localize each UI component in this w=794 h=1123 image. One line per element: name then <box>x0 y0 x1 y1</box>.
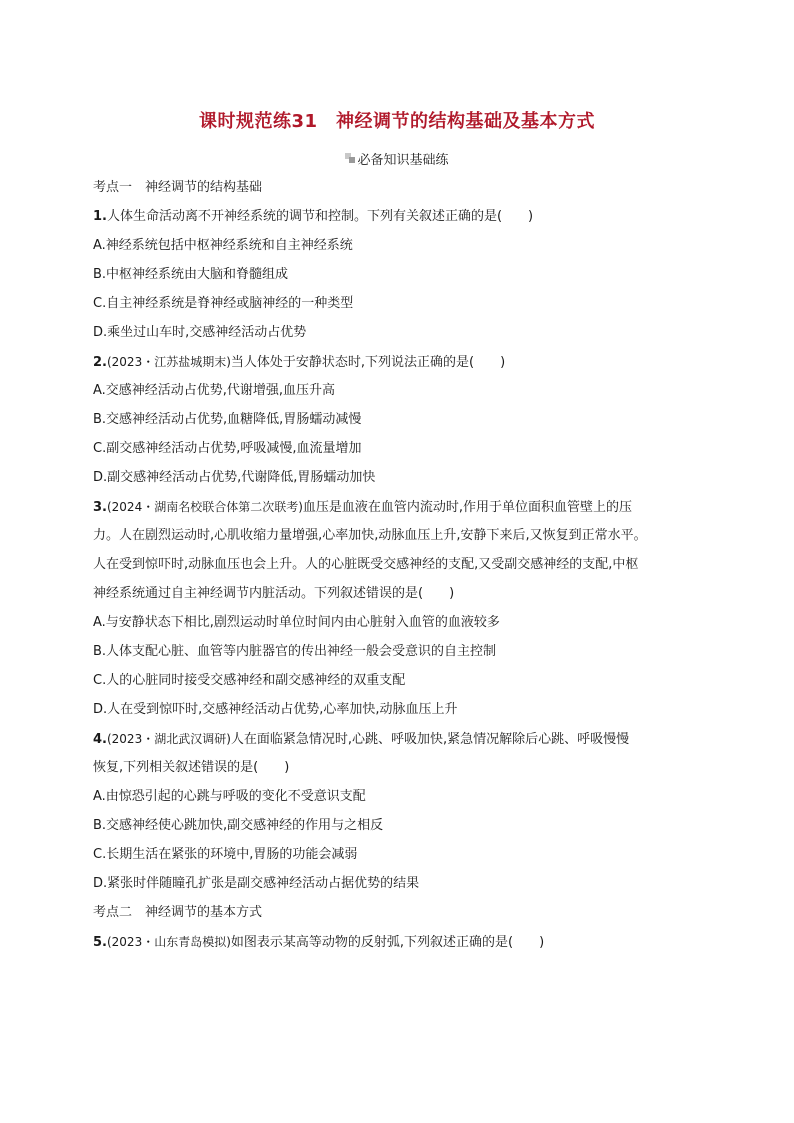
question-3-text-line: 神经系统通过自主神经调节内脏活动。下列叙述错误的是( ) <box>93 586 455 601</box>
question-3-text-line: 人在受到惊吓时,动脉血压也会上升。人的心脏既受交感神经的支配,又受副交感神经的支配,中枢 <box>93 557 639 572</box>
question-text: 当人体处于安静状态时,下列说法正确的是( ) <box>230 355 506 370</box>
question-4-text-line: 恢复,下列相关叙述错误的是( ) <box>93 760 290 775</box>
question-4-option-b: B.交感神经使心跳加快,副交感神经的作用与之相反 <box>93 818 384 833</box>
question-source: (2023・山东青岛模拟) <box>106 935 231 949</box>
question-number: 1. <box>93 209 107 224</box>
subtitle <box>0 149 794 168</box>
question-text: 血压是血液在血管内流动时,作用于单位面积血管壁上的压 <box>302 500 633 515</box>
question-2-option-b: B.交感神经活动占优势,血糖降低,胃肠蠕动减慢 <box>93 412 362 427</box>
question-4-option-c: C.长期生活在紧张的环境中,胃肠的功能会减弱 <box>93 847 358 862</box>
question-4-stem <box>93 731 629 748</box>
question-3-option-c: C.人的心脏同时接受交感神经和副交感神经的双重支配 <box>93 673 406 688</box>
question-3-stem <box>93 499 632 516</box>
question-source: (2023・湖北武汉调研) <box>106 732 231 746</box>
question-text: 如图表示某高等动物的反射弧,下列叙述正确的是( ) <box>230 935 545 950</box>
question-1-option-c: C.自主神经系统是脊神经或脑神经的一种类型 <box>93 296 354 311</box>
section-mark-icon <box>345 153 355 163</box>
question-2-option-d: D.副交感神经活动占优势,代谢降低,胃肠蠕动加快 <box>93 470 376 485</box>
subtitle-text: 必备知识基础练 <box>357 153 449 168</box>
question-1-option-a: A.神经系统包括中枢神经系统和自主神经系统 <box>93 238 353 253</box>
question-5-stem <box>93 934 544 951</box>
question-4-option-d: D.紧张时伴随瞳孔扩张是副交感神经活动占据优势的结果 <box>93 876 420 891</box>
question-2-option-a: A.交感神经活动占优势,代谢增强,血压升高 <box>93 383 336 398</box>
question-1-option-d: D.乘坐过山车时,交感神经活动占优势 <box>93 325 307 340</box>
question-4-option-a: A.由惊恐引起的心跳与呼吸的变化不受意识支配 <box>93 789 366 804</box>
question-source: (2023・江苏盐城期末) <box>106 355 231 369</box>
question-2-option-c: C.副交感神经活动占优势,呼吸减慢,血流量增加 <box>93 441 362 456</box>
question-1-option-b: B.中枢神经系统由大脑和脊髓组成 <box>93 267 289 282</box>
section-heading: 考点一 神经调节的结构基础 <box>93 180 263 195</box>
question-text: 人体生命活动离不开神经系统的调节和控制。下列有关叙述正确的是( ) <box>106 209 534 224</box>
question-number: 5. <box>93 935 107 950</box>
question-number: 3. <box>93 500 107 515</box>
question-number: 2. <box>93 355 107 370</box>
question-1-stem <box>93 209 533 225</box>
question-text: 人在面临紧急情况时,心跳、呼吸加快,紧急情况解除后心跳、呼吸慢慢 <box>230 732 630 747</box>
question-3-option-a: A.与安静状态下相比,剧烈运动时单位时间内由心脏射入血管的血液较多 <box>93 615 500 630</box>
page-title: 课时规范练31 神经调节的结构基础及基本方式 <box>198 111 596 132</box>
question-3-option-b: B.人体支配心脏、血管等内脏器官的传出神经一般会受意识的自主控制 <box>93 644 497 659</box>
question-2-stem <box>93 354 505 371</box>
question-3-text-line: 力。人在剧烈运动时,心肌收缩力量增强,心率加快,动脉血压上升,安静下来后,又恢复到正常水平。 <box>93 528 647 543</box>
question-3-option-d: D.人在受到惊吓时,交感神经活动占优势,心率加快,动脉血压上升 <box>93 702 458 717</box>
section-heading: 考点二 神经调节的基本方式 <box>93 905 263 920</box>
question-number: 4. <box>93 732 107 747</box>
question-source: (2024・湖南名校联合体第二次联考) <box>106 500 303 514</box>
